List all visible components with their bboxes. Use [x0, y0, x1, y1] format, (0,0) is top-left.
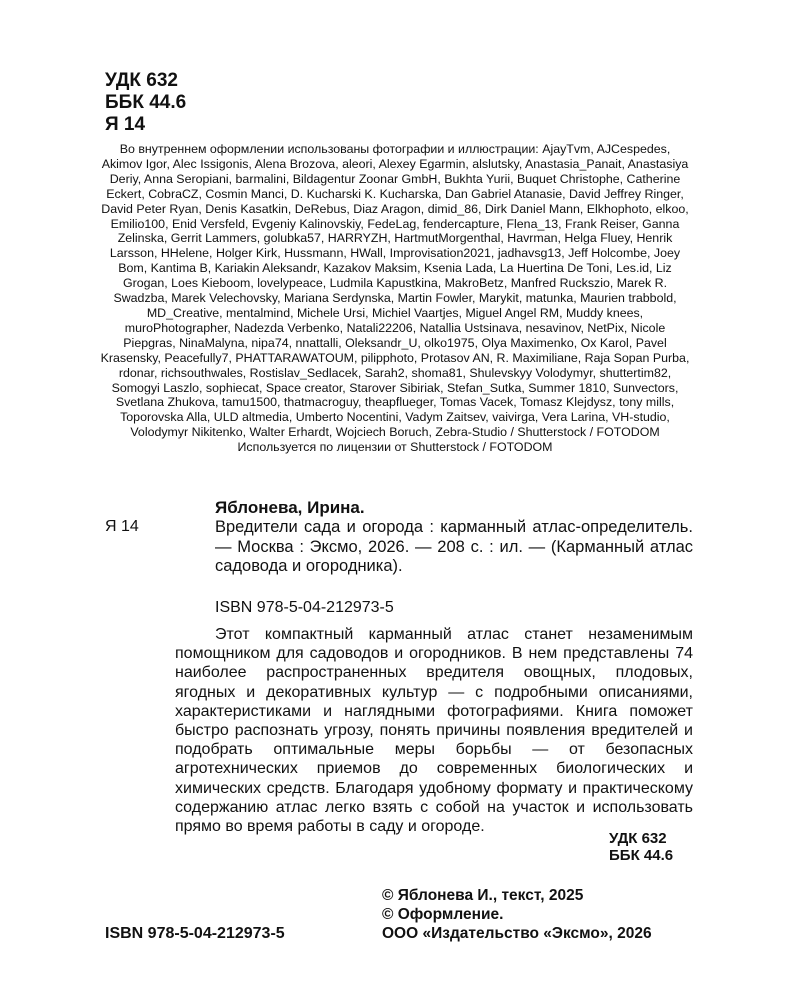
copyright-publisher: ООО «Издательство «Эксмо», 2026 — [382, 925, 652, 942]
footer-udk: УДК 632 — [609, 830, 667, 847]
classification-block — [105, 70, 186, 136]
license-note: Используется по лицензии от Shutterstock / FOTODOM — [237, 440, 553, 455]
bibliographic-description: Вредители сада и огорода : карманный атлас-определитель. — Москва : Эксмо, 2026. — 208 с. : ил. — (Карманный атлас садовода и огородника). — [215, 518, 693, 576]
credits-text: Во внутреннем оформлении использованы фотографии и иллюстрации: AjayTvm, AJCespedes, Akimov Igor, Alec Issigonis, Alena Brozova, aleori, Alexey Egarmin, alslutsky, Anastasia_Panait, Anastasiya Deriy, Anna Seropiani, barmalini, Bildagentur Zoonar GmbH, Bukhta Yurii, Buquet Christophe, Catherine Eckert, CobraCZ, Cosmin Manci, D. Kucharski K. Kucharska, Dan Gabriel Atanasie, David Jeffrey Ringer, David Peter Ryan, Denis Kasatkin, DeRebus, Diaz Aragon, dimid_86, Dirk Daniel Mann, Elkhophoto, elkoo, Emilio100, Enid Versfeld, Evgeniy Kalinovskiy, FedeLag, fendercapture, Flena_13, Frank Reiser, Ganna Zelinska, Gerrit Lammers, golubka57, HARRYZH, HartmutMorgenthal, Havrman, Helga Fluey, Henrik Larsson, HHelene, Holger Kirk, Hussmann, HWall, Improvisation2021, jadhavsg13, Jeff Holcombe, Joey Bom, Kantima B, Kariakin Aleksandr, Kazakov Maksim, Ksenia Lada, La Huertina De Toni, Les.id, Liz Grogan, Loes Kieboom, lovelypeace, Ludmila Kapustkina, MakroBetz, Manfred Ruckszio, Marek R. Swadzba, Marek Velechovsky, Mariana Serdynska, Martin Fowler, Marykit, matunka, Maurien trabbold, MD_Creative, mentalmind, Michele Ursi, Michiel Vaartjes, Miguel Angel RM, Muddy knees, muroPhotographer, Nadezda Verbenko, Natali22206, Natallia Ustsinava, nesavinov, NetPix, Nicole Piepgras, NinaMalyna, nipa74, nnattalli, Oleksandr_U, olko1975, Olya Maximenko, Ox Karol, Pavel Krasensky, Peacefully7, PHATTARAWATOUM, pilipphoto, Protasov AN, R. Maximiliane, Raja Sopan Purba, rdonar, richsouthwales, Rostislav_Sedlacek, Sarah2, shoma81, Shulevskyy Volodymyr, shuttertim82, Somogyi Laszlo, sophiecat, Space creator, Starover Sibiriak, Stefan_Sutka, Summer 1810, Sunvectors, Svetlana Zhukova, tamu1500, thatmacroguy, theapflueger, Tomas Vacek, Tomasz Klejdysz, tony mills, Toporovska Alla, ULD altmedia, Umberto Nocentini, Vadym Zaitsev, vaivirga, Vera Larina, VH-studio, Volodymyr Nikitenko, Walter Erhardt, Wojciech Boruch, Zebra-Studio / Shutterstock / FOTODOM — [100, 142, 690, 440]
bibliographic-code: Я 14 — [105, 518, 139, 535]
bibliographic-isbn: ISBN 978-5-04-212973-5 — [215, 599, 394, 616]
book-abstract: Этот компактный карманный атлас станет незаменимым помощником для садоводов и огородников. В нем представлены 74 наиболее распространенных вредителя овощных, плодовых, ягодных и декоративных культур — с подробными описаниями, характеристиками и наглядными фотографиями. Книга поможет быстро распознать угрозу, понять причины появления вредителей и подобрать оптимальные меры борьбы — от безопасных агротехнических приемов до современных биологических и химических средств. Благодаря удобному формату и практическому содержанию атлас легко взять с собой на участок и использовать прямо во время работы в саду и огороде. — [175, 626, 693, 836]
bbk-code: ББК 44.6 — [105, 92, 187, 113]
copyright-design: © Оформление. — [382, 906, 504, 923]
author-sign: Я 14 — [105, 114, 146, 135]
copyright-block — [382, 886, 652, 943]
footer-classification — [609, 830, 673, 864]
footer-bbk: ББК 44.6 — [609, 847, 674, 864]
photo-credits — [100, 142, 690, 455]
bibliographic-author: Яблонева, Ирина. — [215, 498, 365, 517]
footer-isbn: ISBN 978-5-04-212973-5 — [105, 925, 285, 942]
copyright-author: © Яблонева И., текст, 2025 — [382, 887, 584, 904]
udk-code: УДК 632 — [105, 70, 178, 91]
